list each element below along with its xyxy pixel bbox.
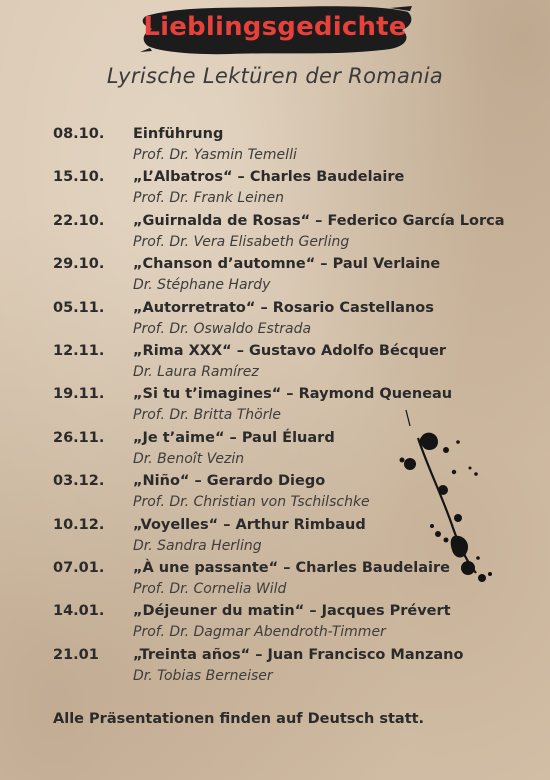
schedule-entry bbox=[53, 647, 533, 690]
schedule-entry bbox=[53, 256, 533, 299]
schedule-entry bbox=[53, 343, 533, 386]
entry-date: 15.10. bbox=[53, 169, 105, 186]
schedule-entry bbox=[53, 213, 533, 256]
entry-work: „Je t’aime“ – Paul Éluard bbox=[133, 429, 335, 446]
entry-work: „Autorretrato“ – Rosario Castellanos bbox=[133, 299, 434, 316]
entry-date: 07.01. bbox=[53, 559, 105, 576]
language-note: Alle Präsentationen finden auf Deutsch statt. bbox=[53, 711, 425, 727]
entry-speaker: Dr. Laura Ramírez bbox=[133, 363, 259, 380]
entry-speaker: Dr. Stéphane Hardy bbox=[133, 277, 271, 294]
entry-work: „Si tu t’imagines“ – Raymond Queneau bbox=[133, 386, 453, 403]
entry-speaker: Prof. Dr. Oswaldo Estrada bbox=[133, 320, 312, 337]
entry-date: 12.11. bbox=[53, 342, 105, 359]
entry-date: 29.10. bbox=[53, 256, 105, 273]
entry-date: 03.12. bbox=[53, 473, 105, 490]
entry-work: „Treinta años“ – Juan Francisco Manzano bbox=[133, 646, 464, 663]
entry-speaker: Dr. Sandra Herling bbox=[133, 537, 262, 554]
entry-speaker: Prof. Dr. Dagmar Abendroth-Timmer bbox=[133, 624, 386, 641]
entry-work: „Voyelles“ – Arthur Rimbaud bbox=[133, 516, 366, 533]
entry-speaker: Prof. Dr. Yasmin Temelli bbox=[133, 147, 297, 163]
entry-speaker: Dr. Tobias Berneiser bbox=[133, 667, 273, 684]
entry-date: 05.11. bbox=[53, 299, 105, 316]
entry-speaker: Prof. Dr. Britta Thörle bbox=[133, 407, 282, 424]
schedule-entry bbox=[53, 300, 533, 343]
entry-work: „L’Albatros“ – Charles Baudelaire bbox=[133, 169, 405, 186]
schedule-entry bbox=[53, 603, 533, 646]
entry-work: „Rima XXX“ – Gustavo Adolfo Bécquer bbox=[133, 342, 447, 359]
schedule-entry bbox=[53, 169, 533, 212]
page-subtitle: Lyrische Lektüren der Romania bbox=[106, 64, 444, 88]
entry-date: 19.11. bbox=[53, 386, 105, 403]
entry-date: 14.01. bbox=[53, 603, 105, 620]
entry-date: 21.01 bbox=[53, 646, 99, 663]
entry-speaker: Prof. Dr. Cornelia Wild bbox=[133, 580, 287, 597]
page-title: Lieblingsgedichte bbox=[143, 12, 407, 42]
entry-date: 10.12. bbox=[53, 516, 105, 533]
entry-work: „Niño“ – Gerardo Diego bbox=[133, 473, 326, 490]
entry-date: 26.11. bbox=[53, 429, 105, 446]
entry-date: 08.10. bbox=[53, 126, 105, 142]
entry-work: „Guirnalda de Rosas“ – Federico García Lorca bbox=[133, 212, 505, 229]
entry-speaker: Prof. Dr. Vera Elisabeth Gerling bbox=[133, 233, 350, 250]
entry-speaker: Dr. Benoît Vezin bbox=[133, 450, 245, 467]
entry-work: „Déjeuner du matin“ – Jacques Prévert bbox=[133, 603, 451, 620]
entry-work: Einführung bbox=[133, 126, 224, 142]
entry-speaker: Prof. Dr. Christian von Tschilschke bbox=[133, 494, 370, 511]
schedule-entry bbox=[53, 126, 533, 169]
entry-work: „À une passante“ – Charles Baudelaire bbox=[133, 559, 450, 576]
entry-date: 22.10. bbox=[53, 212, 105, 229]
entry-work: „Chanson d’automne“ – Paul Verlaine bbox=[133, 256, 441, 273]
entry-speaker: Prof. Dr. Frank Leinen bbox=[133, 190, 284, 207]
ink-splatter-icon bbox=[398, 408, 498, 588]
